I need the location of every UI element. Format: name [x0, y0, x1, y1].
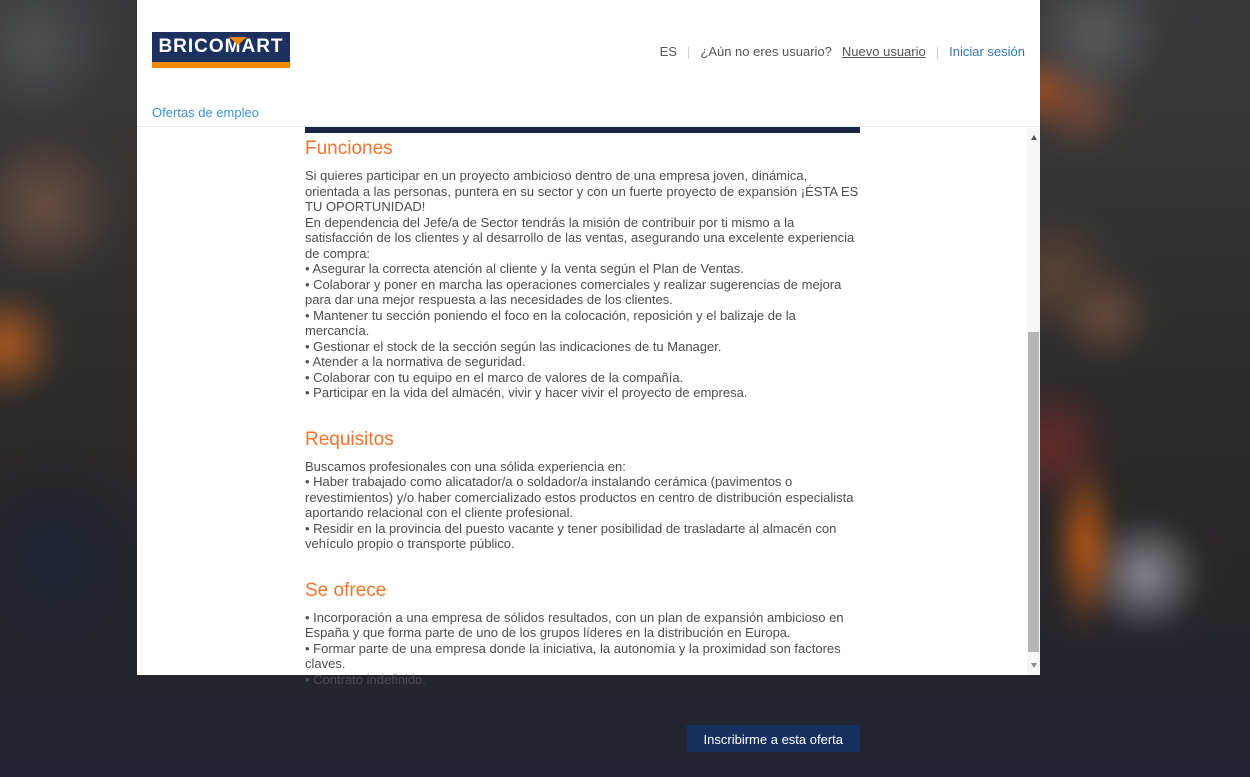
logo-triangle-icon	[229, 37, 247, 45]
header-links	[660, 44, 1025, 59]
scrollbar-thumb[interactable]	[1028, 332, 1039, 652]
new-user-prompt: ¿Aún no eres usuario?	[700, 44, 832, 59]
bricomart-logo[interactable]	[152, 32, 290, 68]
job-paragraph: • Formar parte de una empresa donde la iniciativa, la autonomía y la proximidad son factores claves.	[305, 640, 841, 671]
job-paragraph: • Incorporación a una empresa de sólidos resultados, con un plan de expansión ambicioso en España y que forma parte de uno de los grupos líderes en la distribución en Europa.	[305, 609, 844, 640]
scrollbar[interactable]	[1027, 128, 1040, 675]
logo-underline	[152, 62, 290, 68]
new-user-link[interactable]: Nuevo usuario	[841, 44, 926, 59]
job-paragraph: En dependencia del Jefe/a de Sector tendrás la misión de contribuir por ti mismo a la satisfacción de los clientes y al desarrollo de las ventas, asegurando una excelente experiencia de compra:	[305, 214, 855, 261]
apply-button[interactable]: Inscribirme a esta oferta	[687, 725, 860, 752]
job-paragraph: • Haber trabajado como alicatador/a o soldador/a instalando cerámica (pavimentos o revestimientos) y/o haber comercializado estos productos en centro de distribución especialista aportando relacional con el cliente profesional.	[305, 474, 854, 520]
job-paragraph: Si quieres participar en un proyecto ambicioso dentro de una empresa joven, dinámica, orientada a las personas, puntera en su sector y con un fuerte proyecto de expansión ¡ÉSTA ES TU OPORTUNIDAD!	[305, 168, 859, 214]
job-paragraph: • Gestionar el stock de la sección según las indicaciones de tu Manager.	[305, 338, 722, 354]
job-paragraph: • Colaborar con tu equipo en el marco de valores de la compañía.	[305, 369, 684, 385]
language-selector[interactable]: ES	[659, 44, 677, 59]
section-title: Funciones	[305, 138, 393, 159]
content-panel	[137, 0, 1040, 747]
apply-row	[305, 725, 860, 752]
section-title: Requisitos	[305, 428, 394, 450]
job-paragraph: Buscamos profesionales con una sólida experiencia en:	[305, 458, 626, 474]
job-paragraph: • Asegurar la correcta atención al cliente y la venta según el Plan de Ventas.	[305, 261, 744, 276]
job-offers-link[interactable]: Ofertas de empleo	[152, 105, 259, 120]
job-title-bar-bottom	[305, 127, 860, 133]
job-paragraph: • Participar en la vida del almacén, vivir y hacer vivir el proyecto de empresa.	[305, 385, 748, 400]
logo-text: BRICOMART	[158, 36, 284, 57]
job-detail-scroll-area	[137, 127, 1040, 747]
job-paragraph: • Colaborar y poner en marcha las operaciones comerciales y realizar sugerencias de mejora para dar una mejor respuesta a las necesidades de los clientes.	[305, 276, 842, 307]
separator: |	[686, 44, 691, 59]
login-link[interactable]: Iniciar sesión	[949, 44, 1025, 59]
job-description	[305, 127, 860, 752]
job-paragraph: • Residir en la provincia del puesto vacante y tener posibilidad de trasladarte al almacén con vehículo propio o transporte público.	[305, 520, 837, 551]
section-title: Se ofrece	[305, 579, 387, 601]
site-header	[137, 0, 1040, 127]
job-paragraph: • Contrato indefinido.	[305, 671, 426, 687]
scrollbar-down-arrow-icon[interactable]	[1027, 658, 1040, 673]
logo-box	[152, 32, 290, 62]
job-paragraph: • Mantener tu sección poniendo el foco en la colocación, reposición y el balizaje de la mercancía.	[305, 307, 796, 338]
job-paragraph: • Atender a la normativa de seguridad.	[305, 354, 526, 369]
separator: |	[935, 44, 940, 59]
scrollbar-up-arrow-icon[interactable]	[1027, 130, 1040, 145]
